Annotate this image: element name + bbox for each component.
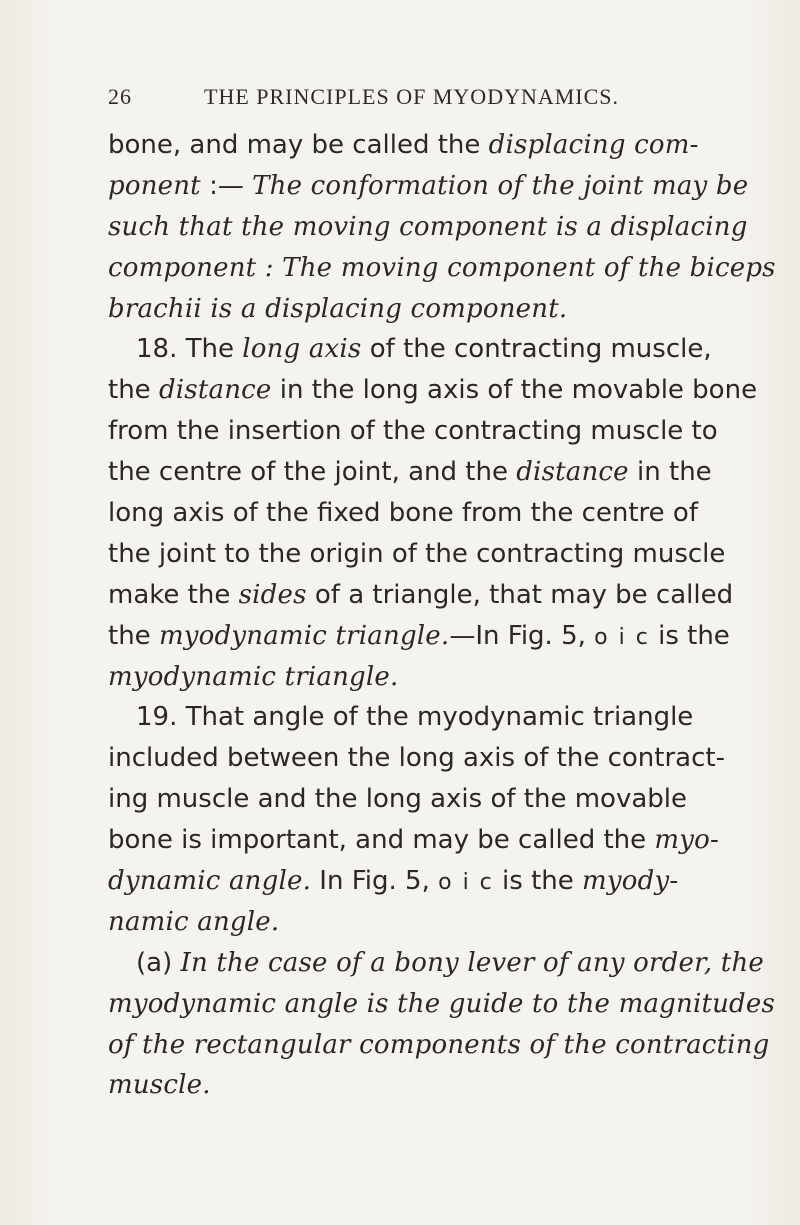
text-run: bone, and may be called the xyxy=(108,130,489,160)
italic-run: displacing com- xyxy=(488,130,699,160)
text-run: In Fig. 5, xyxy=(311,866,439,897)
body-text xyxy=(108,125,776,1106)
text-line xyxy=(108,575,748,616)
text-run: (a) xyxy=(136,947,181,978)
text-line xyxy=(108,1065,748,1106)
page-header xyxy=(108,84,708,114)
figure-label: o i c xyxy=(438,870,494,896)
italic-run: long axis xyxy=(242,334,362,365)
text-run: the xyxy=(108,375,159,406)
italic-run: muscle. xyxy=(108,1070,211,1101)
text-line xyxy=(108,493,748,534)
italic-run: such that the moving component is a displacing xyxy=(108,211,748,242)
text-run: bone is important, and may be called the xyxy=(108,825,655,856)
italic-run: distance xyxy=(158,375,272,406)
text-line xyxy=(108,861,748,902)
text-run: of a triangle, that may be called xyxy=(306,579,734,610)
italic-run: namic angle. xyxy=(108,906,280,937)
text-line xyxy=(108,411,748,452)
paragraph-18-start xyxy=(108,329,748,370)
text-line xyxy=(108,902,748,943)
italic-run: ponent xyxy=(108,170,201,201)
text-run: 19. That angle of the myodynamic triangle xyxy=(136,702,694,733)
text-run: from the insertion of the contracting muscle to xyxy=(108,416,718,447)
text-line xyxy=(108,657,748,698)
text-run: the centre of the joint, and the xyxy=(108,457,517,488)
text-line xyxy=(108,166,748,207)
text-run: long axis of the fixed bone from the centre of xyxy=(108,498,698,529)
text-run: the joint to the origin of the contracting muscle xyxy=(108,538,726,569)
text-line xyxy=(108,984,776,1025)
italic-run: component : The moving component of the biceps xyxy=(108,252,776,283)
text-run: in the long axis of the movable bone xyxy=(271,375,758,406)
paragraph-19-start xyxy=(108,697,748,738)
text-run: in the xyxy=(628,457,712,488)
italic-run: myody- xyxy=(582,866,679,897)
page-number: 26 xyxy=(108,84,132,109)
text-line xyxy=(108,370,758,411)
text-run: of the contracting muscle, xyxy=(361,334,712,365)
text-run: —In Fig. 5, xyxy=(449,620,595,651)
figure-label: o i c xyxy=(594,624,650,650)
text-line xyxy=(108,248,776,289)
text-line xyxy=(108,289,748,330)
text-run: ing muscle and the long axis of the movable xyxy=(108,784,687,815)
italic-run: myodynamic triangle. xyxy=(108,661,399,692)
text-run: the xyxy=(108,620,159,651)
text-line xyxy=(108,125,748,166)
text-run: included between the long axis of the contract- xyxy=(108,743,725,774)
italic-run: myodynamic angle is the guide to the magnitudes xyxy=(108,988,776,1019)
text-line xyxy=(108,779,748,820)
text-line xyxy=(108,452,748,493)
italic-run: In the case of a bony lever of any order, the xyxy=(180,947,764,978)
italic-run: distance xyxy=(516,457,629,488)
italic-run: dynamic angle. xyxy=(108,866,312,897)
text-run: is the xyxy=(493,866,582,897)
text-run: 18. The xyxy=(136,334,243,365)
italic-run: sides xyxy=(238,579,307,610)
text-line xyxy=(108,820,748,861)
italic-run: The conformation of the joint may be xyxy=(252,170,749,201)
text-line xyxy=(108,534,748,575)
text-run: make the xyxy=(108,579,239,610)
italic-run: myo- xyxy=(654,825,719,856)
text-line xyxy=(108,616,748,657)
italic-run: brachii is a displacing component. xyxy=(108,293,568,324)
running-head: THE PRINCIPLES OF MYODYNAMICS. xyxy=(204,84,620,109)
text-line xyxy=(108,738,748,779)
italic-run: of the rectangular components of the contracting xyxy=(108,1029,770,1060)
text-run: is the xyxy=(649,620,730,651)
text-line xyxy=(108,1025,770,1066)
italic-run: myodynamic triangle. xyxy=(158,620,450,651)
subparagraph-a-start xyxy=(108,943,764,984)
text-line xyxy=(108,207,748,248)
text-run: :— xyxy=(200,170,253,201)
